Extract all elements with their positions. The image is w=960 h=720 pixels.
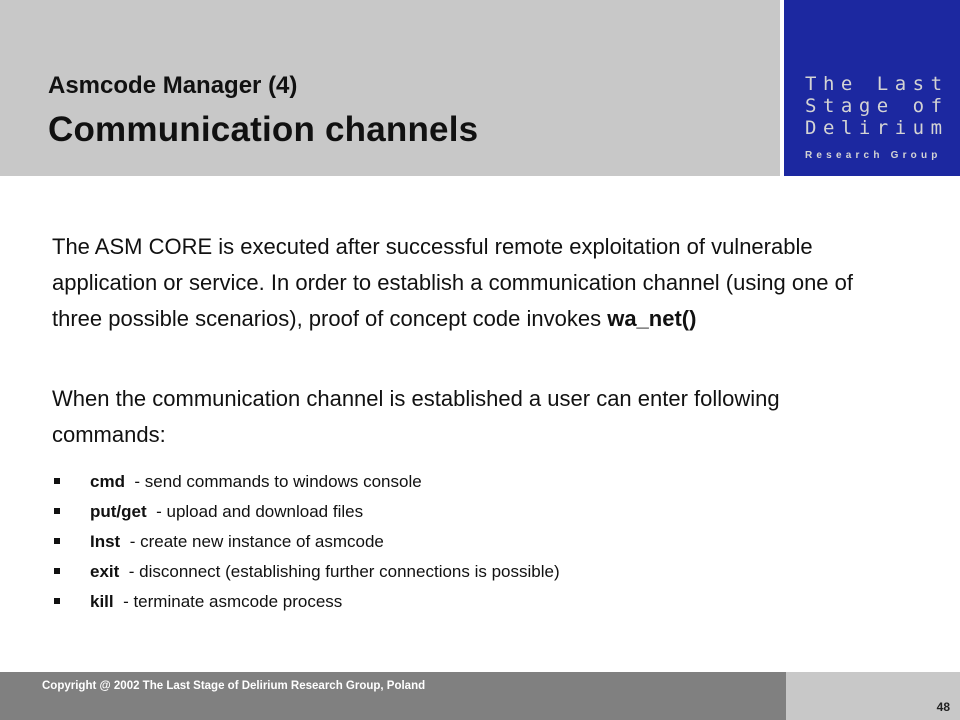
command-description: - create new instance of asmcode [129, 532, 384, 551]
page-number: 48 [936, 700, 950, 714]
page-number-box [786, 672, 960, 720]
command-name: cmd [90, 472, 125, 491]
logo-line-1: The Last [805, 73, 949, 95]
list-item [52, 527, 560, 557]
list-item [52, 587, 560, 617]
command-list [52, 467, 560, 617]
command-name: put/get [90, 502, 147, 521]
command-name: Inst [90, 532, 121, 551]
logo-line-3: Delirium [805, 117, 949, 139]
logo [784, 0, 960, 176]
command-description: - send commands to windows console [134, 472, 422, 491]
intro-text: The ASM CORE is executed after successful remote exploitation of vulnerable application or service. In order to establish a communication channel (using one of three possible scenarios), proof of concept code invokes [52, 234, 854, 331]
bullet-square-icon [54, 568, 60, 574]
slide-subtitle: Asmcode Manager (4) [48, 72, 298, 99]
logo-line-2: Stage of [805, 95, 949, 117]
bullet-square-icon [54, 508, 60, 514]
bullet-square-icon [54, 478, 60, 484]
list-item [52, 467, 560, 497]
command-description: - terminate asmcode process [123, 592, 343, 611]
slide-footer [0, 672, 786, 720]
command-description: - upload and download files [156, 502, 364, 521]
intro-paragraph [52, 229, 892, 337]
command-name: kill [90, 592, 114, 611]
command-name: exit [90, 562, 120, 581]
command-description: - disconnect (establishing further connections is possible) [128, 562, 560, 581]
bullet-square-icon [54, 598, 60, 604]
function-name: wa_net() [607, 306, 697, 331]
logo-line-4: Research Group [805, 150, 942, 161]
list-item [52, 557, 560, 587]
slide-title: Communication channels [48, 110, 479, 149]
commands-intro-paragraph: When the communication channel is established a user can enter following commands: [52, 386, 780, 447]
bullet-square-icon [54, 538, 60, 544]
list-item [52, 497, 560, 527]
copyright-text: Copyright @ 2002 The Last Stage of Delirium Research Group, Poland [42, 680, 426, 692]
